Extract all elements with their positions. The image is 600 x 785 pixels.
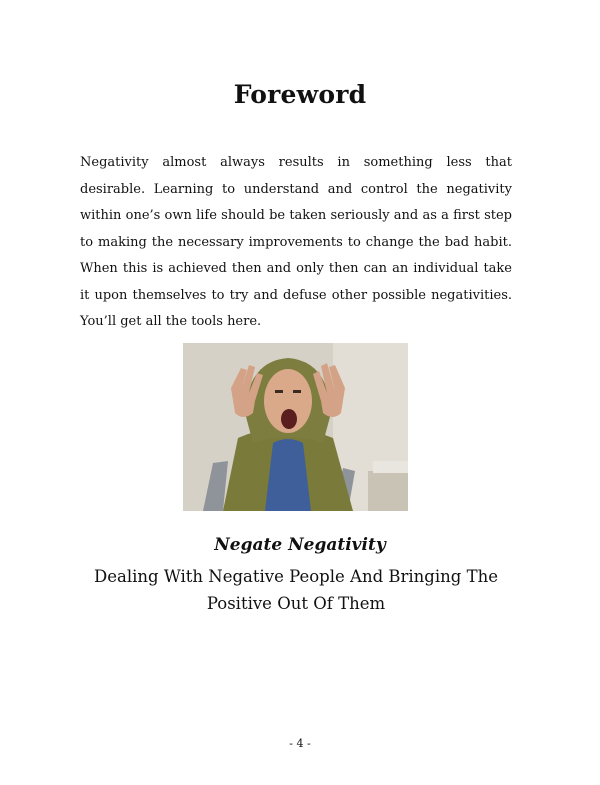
foreword-paragraph: Negativity almost always results in something less that desirable. Learning to understand and control the negativity within one’s own life should be taken seriously and as a first step to making the necessary improvements to change the bad habit. When this is achieved then and only then can an individual take it upon themselves to try and defuse other possible negativities. You’ll get all the tools here. <box>80 155 512 329</box>
foreword-photo <box>183 343 408 511</box>
book-subtitle: Dealing With Negative People And Bringing The Positive Out Of Them <box>94 567 498 613</box>
angry-man-illustration <box>183 343 408 511</box>
page-number: - 4 - <box>289 737 311 750</box>
book-title: Negate Negativity <box>214 535 386 555</box>
page-title: Foreword <box>233 80 367 109</box>
